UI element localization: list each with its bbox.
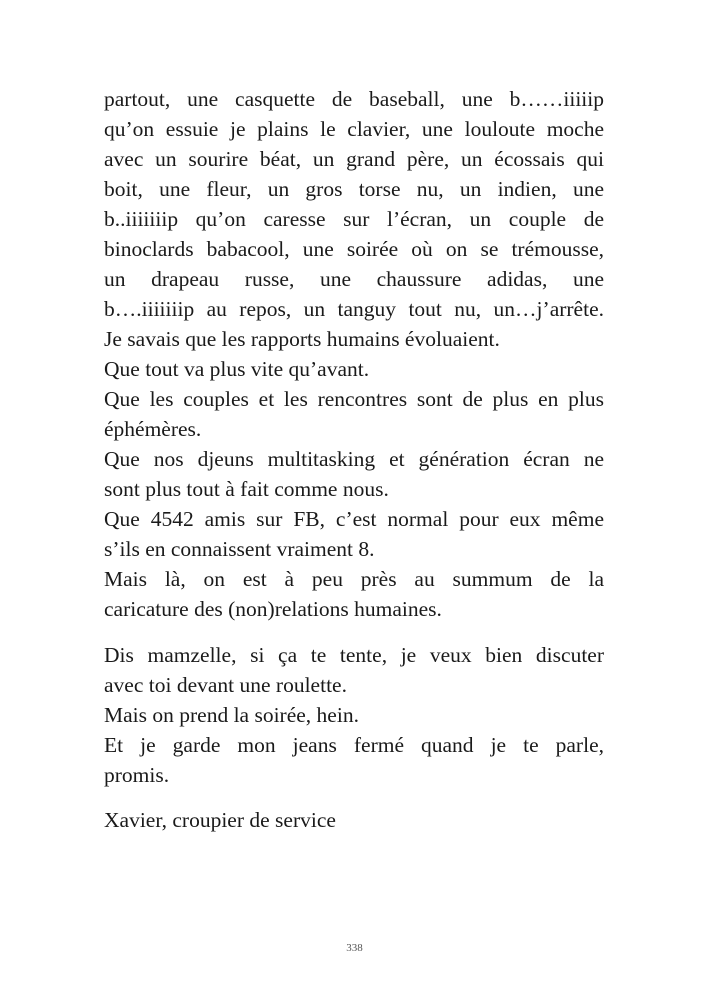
text-line: Que tout va plus vite qu’avant.	[104, 357, 370, 381]
text-line: sont plus tout à fait comme nous.	[104, 477, 389, 501]
text-line: avec toi devant une roulette.	[104, 673, 347, 697]
page-body	[104, 84, 604, 790]
text-line: éphémères.	[104, 417, 202, 441]
page-number: 338	[346, 942, 363, 954]
text-line: Que les couples et les rencontres sont de plus en plus	[104, 387, 604, 411]
text-line: b….iiiiiiip au repos, un tanguy tout nu, un…j’arrête.	[104, 297, 604, 321]
paragraph-2	[104, 324, 604, 624]
text-line: Et je garde mon jeans fermé quand je te parle,	[104, 733, 604, 757]
text-line: Je savais que les rapports humains évoluaient.	[104, 327, 500, 351]
text-line: boit, une fleur, un gros torse nu, un indien, une	[104, 177, 604, 201]
text-line: s’ils en connaissent vraiment 8.	[104, 537, 375, 561]
text-line: caricature des (non)relations humaines.	[104, 597, 442, 621]
text-line: partout, une casquette de baseball, une b……iiiiip	[104, 87, 604, 111]
text-line: b..iiiiiiip qu’on caresse sur l’écran, un couple de	[104, 207, 604, 231]
text-line: qu’on essuie je plains le clavier, une louloute moche	[104, 117, 604, 141]
text-line: Que nos djeuns multitasking et génération écran ne	[104, 447, 604, 471]
signature: Xavier, croupier de service	[104, 808, 336, 832]
text-line: Dis mamzelle, si ça te tente, je veux bien discuter	[104, 643, 604, 667]
text-line: avec un sourire béat, un grand père, un écossais qui	[104, 147, 604, 171]
paragraph-gap	[104, 624, 604, 640]
text-line: binoclards babacool, une soirée où on se trémousse,	[104, 237, 604, 261]
text-line: promis.	[104, 763, 170, 787]
text-line: un drapeau russe, une chaussure adidas, une	[104, 267, 604, 291]
text-line: Que 4542 amis sur FB, c’est normal pour eux même	[104, 507, 604, 531]
paragraph-1	[104, 84, 604, 324]
text-line: Mais on prend la soirée, hein.	[104, 703, 359, 727]
text-line: Mais là, on est à peu près au summum de la	[104, 567, 604, 591]
paragraph-3	[104, 640, 604, 790]
